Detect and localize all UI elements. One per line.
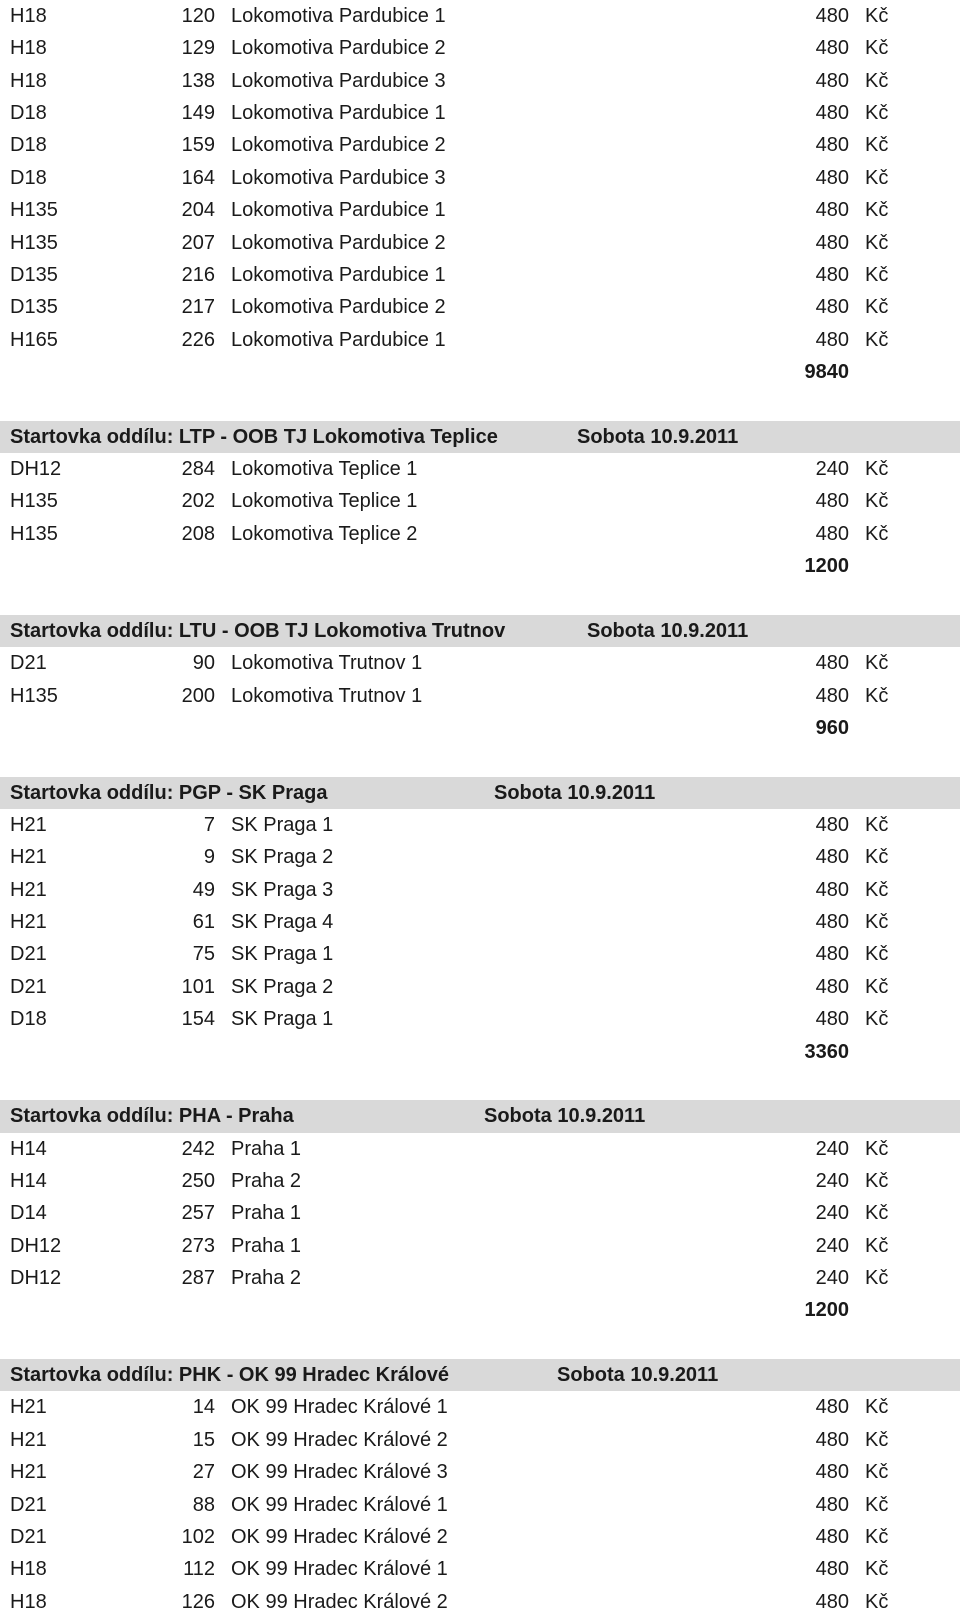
section-total: 9840 xyxy=(804,360,849,383)
section-header xyxy=(0,1359,960,1391)
start-number-cell: 129 xyxy=(181,37,215,60)
section-spacer xyxy=(0,388,960,420)
category-cell: H18 xyxy=(10,1558,47,1581)
start-number-cell: 217 xyxy=(181,296,215,319)
currency-cell: Kč xyxy=(865,328,889,351)
currency-cell: Kč xyxy=(865,1590,889,1613)
entry-row xyxy=(0,518,960,550)
start-number-cell: 88 xyxy=(192,1493,215,1516)
team-name-cell: Lokomotiva Pardubice 2 xyxy=(231,296,446,319)
fee-cell: 480 xyxy=(815,522,849,545)
team-name-cell: Lokomotiva Pardubice 1 xyxy=(231,199,446,222)
fee-cell: 480 xyxy=(815,102,849,125)
currency-cell: Kč xyxy=(865,1202,889,1225)
currency-cell: Kč xyxy=(865,296,889,319)
category-cell: H18 xyxy=(10,37,47,60)
team-name-cell: Lokomotiva Teplice 1 xyxy=(231,490,418,513)
start-number-cell: 149 xyxy=(181,102,215,125)
team-name-cell: OK 99 Hradec Králové 3 xyxy=(231,1461,448,1484)
category-cell: H14 xyxy=(10,1169,47,1192)
start-number-cell: 126 xyxy=(181,1590,215,1613)
start-number-cell: 250 xyxy=(181,1169,215,1192)
team-name-cell: Lokomotiva Pardubice 2 xyxy=(231,37,446,60)
category-cell: D21 xyxy=(10,1493,47,1516)
category-cell: D18 xyxy=(10,102,47,125)
team-name-cell: OK 99 Hradec Králové 2 xyxy=(231,1525,448,1548)
club-section xyxy=(0,744,960,1068)
entry-row xyxy=(0,1553,960,1585)
entry-row xyxy=(0,1586,960,1618)
entry-row xyxy=(0,647,960,679)
fee-cell: 480 xyxy=(815,1428,849,1451)
category-cell: H135 xyxy=(10,231,58,254)
fee-cell: 480 xyxy=(815,263,849,286)
entry-row xyxy=(0,227,960,259)
team-name-cell: Lokomotiva Trutnov 1 xyxy=(231,652,423,675)
entry-row xyxy=(0,809,960,841)
club-section xyxy=(0,1327,960,1618)
team-name-cell: SK Praga 1 xyxy=(231,1008,334,1031)
entry-row xyxy=(0,162,960,194)
team-name-cell: Lokomotiva Pardubice 1 xyxy=(231,5,446,27)
section-title: Startovka oddílu: PGP - SK Praga xyxy=(10,781,328,804)
currency-cell: Kč xyxy=(865,231,889,254)
currency-cell: Kč xyxy=(865,458,889,481)
category-cell: H21 xyxy=(10,846,47,869)
category-cell: H21 xyxy=(10,1461,47,1484)
currency-cell: Kč xyxy=(865,5,889,27)
entry-row xyxy=(0,1003,960,1035)
entry-row xyxy=(0,32,960,64)
currency-cell: Kč xyxy=(865,1396,889,1419)
total-row xyxy=(0,1036,960,1068)
category-cell: H165 xyxy=(10,328,58,351)
fee-cell: 480 xyxy=(815,231,849,254)
total-row xyxy=(0,712,960,744)
category-cell: H135 xyxy=(10,522,58,545)
currency-cell: Kč xyxy=(865,943,889,966)
currency-cell: Kč xyxy=(865,166,889,189)
start-number-cell: 287 xyxy=(181,1267,215,1290)
section-title: Startovka oddílu: LTU - OOB TJ Lokomotiva Trutnov xyxy=(10,619,506,642)
entry-row xyxy=(0,291,960,323)
fee-cell: 480 xyxy=(815,846,849,869)
fee-cell: 480 xyxy=(815,199,849,222)
fee-cell: 480 xyxy=(815,878,849,901)
category-cell: D18 xyxy=(10,1008,47,1031)
team-name-cell: Praha 2 xyxy=(231,1169,302,1192)
currency-cell: Kč xyxy=(865,1525,889,1548)
start-number-cell: 138 xyxy=(181,69,215,92)
entry-row xyxy=(0,1197,960,1229)
start-number-cell: 75 xyxy=(192,943,215,966)
fee-cell: 480 xyxy=(815,1396,849,1419)
team-name-cell: Lokomotiva Trutnov 1 xyxy=(231,684,423,707)
category-cell: D135 xyxy=(10,296,58,319)
entry-row xyxy=(0,1456,960,1488)
currency-cell: Kč xyxy=(865,878,889,901)
fee-cell: 480 xyxy=(815,1590,849,1613)
team-name-cell: SK Praga 4 xyxy=(231,911,334,934)
fee-cell: 480 xyxy=(815,911,849,934)
start-number-cell: 257 xyxy=(181,1202,215,1225)
fee-cell: 240 xyxy=(815,1137,849,1160)
fee-cell: 240 xyxy=(815,1169,849,1192)
category-cell: H135 xyxy=(10,199,58,222)
section-spacer xyxy=(0,744,960,776)
team-name-cell: OK 99 Hradec Králové 1 xyxy=(231,1396,448,1419)
club-section xyxy=(0,1068,960,1327)
entry-row xyxy=(0,841,960,873)
section-date: Sobota 10.9.2011 xyxy=(577,425,739,448)
category-cell: H21 xyxy=(10,1396,47,1419)
currency-cell: Kč xyxy=(865,263,889,286)
section-header xyxy=(0,615,960,647)
team-name-cell: Praha 1 xyxy=(231,1234,302,1257)
start-number-cell: 204 xyxy=(181,199,215,222)
entry-row xyxy=(0,259,960,291)
section-header xyxy=(0,421,960,453)
team-name-cell: OK 99 Hradec Králové 1 xyxy=(231,1493,448,1516)
team-name-cell: Praha 1 xyxy=(231,1137,302,1160)
team-name-cell: Lokomotiva Pardubice 3 xyxy=(231,69,446,92)
start-number-cell: 112 xyxy=(183,1558,215,1581)
currency-cell: Kč xyxy=(865,813,889,836)
start-number-cell: 90 xyxy=(192,652,215,675)
fee-cell: 480 xyxy=(815,166,849,189)
entry-row xyxy=(0,1262,960,1294)
fee-cell: 480 xyxy=(815,134,849,157)
fee-cell: 480 xyxy=(815,296,849,319)
entry-row xyxy=(0,485,960,517)
entry-row xyxy=(0,971,960,1003)
entry-row xyxy=(0,1391,960,1423)
category-cell: H18 xyxy=(10,1590,47,1613)
entry-row xyxy=(0,453,960,485)
section-total: 1200 xyxy=(804,1299,849,1322)
currency-cell: Kč xyxy=(865,1234,889,1257)
currency-cell: Kč xyxy=(865,522,889,545)
category-cell: DH12 xyxy=(10,458,62,481)
team-name-cell: OK 99 Hradec Králové 2 xyxy=(231,1590,448,1613)
section-title: Startovka oddílu: PHA - Praha xyxy=(10,1105,294,1128)
section-total: 960 xyxy=(815,716,849,739)
category-cell: H14 xyxy=(10,1137,47,1160)
currency-cell: Kč xyxy=(865,69,889,92)
category-cell: H21 xyxy=(10,1428,47,1451)
team-name-cell: Lokomotiva Pardubice 2 xyxy=(231,231,446,254)
team-name-cell: SK Praga 1 xyxy=(231,943,334,966)
team-name-cell: Lokomotiva Pardubice 1 xyxy=(231,102,446,125)
team-name-cell: Lokomotiva Pardubice 1 xyxy=(231,263,446,286)
start-number-cell: 7 xyxy=(203,813,215,836)
team-name-cell: SK Praga 2 xyxy=(231,846,334,869)
currency-cell: Kč xyxy=(865,37,889,60)
start-number-cell: 15 xyxy=(192,1428,215,1451)
fee-cell: 240 xyxy=(815,1202,849,1225)
entry-row xyxy=(0,874,960,906)
team-name-cell: Praha 1 xyxy=(231,1202,302,1225)
team-name-cell: Lokomotiva Pardubice 1 xyxy=(231,328,446,351)
team-name-cell: Lokomotiva Teplice 2 xyxy=(231,522,418,545)
currency-cell: Kč xyxy=(865,1008,889,1031)
start-number-cell: 202 xyxy=(181,490,215,513)
entry-row xyxy=(0,1424,960,1456)
entry-row xyxy=(0,324,960,356)
start-number-cell: 27 xyxy=(192,1461,215,1484)
fee-cell: 480 xyxy=(815,490,849,513)
section-title: Startovka oddílu: PHK - OK 99 Hradec Králové xyxy=(10,1364,450,1387)
entry-row xyxy=(0,97,960,129)
category-cell: D14 xyxy=(10,1202,47,1225)
entry-row xyxy=(0,680,960,712)
start-number-cell: 102 xyxy=(181,1525,215,1548)
fee-cell: 480 xyxy=(815,813,849,836)
team-name-cell: Lokomotiva Pardubice 2 xyxy=(231,134,446,157)
fee-cell: 240 xyxy=(815,1234,849,1257)
entry-row xyxy=(0,129,960,161)
category-cell: D21 xyxy=(10,652,47,675)
category-cell: H21 xyxy=(10,813,47,836)
category-cell: H18 xyxy=(10,69,47,92)
entry-row xyxy=(0,938,960,970)
currency-cell: Kč xyxy=(865,846,889,869)
category-cell: H21 xyxy=(10,878,47,901)
currency-cell: Kč xyxy=(865,684,889,707)
category-cell: D21 xyxy=(10,943,47,966)
currency-cell: Kč xyxy=(865,490,889,513)
team-name-cell: SK Praga 3 xyxy=(231,878,334,901)
currency-cell: Kč xyxy=(865,199,889,222)
entry-row xyxy=(0,1521,960,1553)
team-name-cell: Praha 2 xyxy=(231,1267,302,1290)
currency-cell: Kč xyxy=(865,134,889,157)
entry-row xyxy=(0,0,960,32)
start-number-cell: 9 xyxy=(203,846,215,869)
start-number-cell: 49 xyxy=(192,878,215,901)
section-spacer xyxy=(0,582,960,614)
entry-row xyxy=(0,1133,960,1165)
total-row xyxy=(0,1294,960,1326)
start-number-cell: 159 xyxy=(181,134,215,157)
section-date: Sobota 10.9.2011 xyxy=(557,1364,719,1387)
fee-cell: 480 xyxy=(815,328,849,351)
category-cell: D21 xyxy=(10,1525,47,1548)
start-number-cell: 284 xyxy=(181,458,215,481)
category-cell: H18 xyxy=(10,5,47,27)
start-number-cell: 200 xyxy=(181,684,215,707)
section-spacer xyxy=(0,1327,960,1359)
team-name-cell: Lokomotiva Pardubice 3 xyxy=(231,166,446,189)
club-section xyxy=(0,582,960,744)
entry-row xyxy=(0,1489,960,1521)
total-row xyxy=(0,550,960,582)
entry-row xyxy=(0,1230,960,1262)
fee-cell: 240 xyxy=(815,458,849,481)
start-number-cell: 120 xyxy=(181,5,215,27)
entry-row xyxy=(0,1165,960,1197)
currency-cell: Kč xyxy=(865,1558,889,1581)
entry-row xyxy=(0,194,960,226)
category-cell: DH12 xyxy=(10,1234,62,1257)
currency-cell: Kč xyxy=(865,1267,889,1290)
category-cell: H21 xyxy=(10,911,47,934)
category-cell: D21 xyxy=(10,975,47,998)
entry-row xyxy=(0,906,960,938)
currency-cell: Kč xyxy=(865,1169,889,1192)
fee-cell: 240 xyxy=(815,1267,849,1290)
start-number-cell: 164 xyxy=(181,166,215,189)
section-title: Startovka oddílu: LTP - OOB TJ Lokomotiva Teplice xyxy=(10,425,498,448)
section-spacer xyxy=(0,1068,960,1100)
fee-cell: 480 xyxy=(815,5,849,27)
club-section xyxy=(0,0,960,388)
category-cell: D18 xyxy=(10,166,47,189)
fee-cell: 480 xyxy=(815,1558,849,1581)
start-number-cell: 208 xyxy=(181,522,215,545)
fee-cell: 480 xyxy=(815,943,849,966)
section-date: Sobota 10.9.2011 xyxy=(484,1105,646,1128)
fee-cell: 480 xyxy=(815,975,849,998)
start-number-cell: 154 xyxy=(181,1008,215,1031)
entry-row xyxy=(0,65,960,97)
fee-cell: 480 xyxy=(815,1525,849,1548)
total-row xyxy=(0,356,960,388)
category-cell: D135 xyxy=(10,263,58,286)
section-total: 3360 xyxy=(804,1040,849,1063)
start-number-cell: 14 xyxy=(192,1396,215,1419)
start-number-cell: 273 xyxy=(181,1234,215,1257)
fee-cell: 480 xyxy=(815,1008,849,1031)
currency-cell: Kč xyxy=(865,1493,889,1516)
fee-cell: 480 xyxy=(815,684,849,707)
section-date: Sobota 10.9.2011 xyxy=(494,781,656,804)
section-header xyxy=(0,1100,960,1132)
start-number-cell: 242 xyxy=(181,1137,215,1160)
currency-cell: Kč xyxy=(865,911,889,934)
section-date: Sobota 10.9.2011 xyxy=(587,619,749,642)
team-name-cell: SK Praga 2 xyxy=(231,975,334,998)
team-name-cell: OK 99 Hradec Králové 1 xyxy=(231,1558,448,1581)
team-name-cell: SK Praga 1 xyxy=(231,813,334,836)
start-number-cell: 226 xyxy=(181,328,215,351)
currency-cell: Kč xyxy=(865,1428,889,1451)
currency-cell: Kč xyxy=(865,1137,889,1160)
start-number-cell: 61 xyxy=(192,911,215,934)
section-total: 1200 xyxy=(804,555,849,578)
fee-cell: 480 xyxy=(815,652,849,675)
section-header xyxy=(0,777,960,809)
currency-cell: Kč xyxy=(865,102,889,125)
category-cell: H135 xyxy=(10,684,58,707)
team-name-cell: OK 99 Hradec Králové 2 xyxy=(231,1428,448,1451)
category-cell: DH12 xyxy=(10,1267,62,1290)
fee-cell: 480 xyxy=(815,69,849,92)
category-cell: D18 xyxy=(10,134,47,157)
start-number-cell: 207 xyxy=(181,231,215,254)
team-name-cell: Lokomotiva Teplice 1 xyxy=(231,458,418,481)
currency-cell: Kč xyxy=(865,652,889,675)
fee-cell: 480 xyxy=(815,37,849,60)
currency-cell: Kč xyxy=(865,1461,889,1484)
fee-cell: 480 xyxy=(815,1493,849,1516)
currency-cell: Kč xyxy=(865,975,889,998)
start-number-cell: 216 xyxy=(181,263,215,286)
club-section xyxy=(0,388,960,582)
category-cell: H135 xyxy=(10,490,58,513)
start-number-cell: 101 xyxy=(181,975,215,998)
fee-cell: 480 xyxy=(815,1461,849,1484)
